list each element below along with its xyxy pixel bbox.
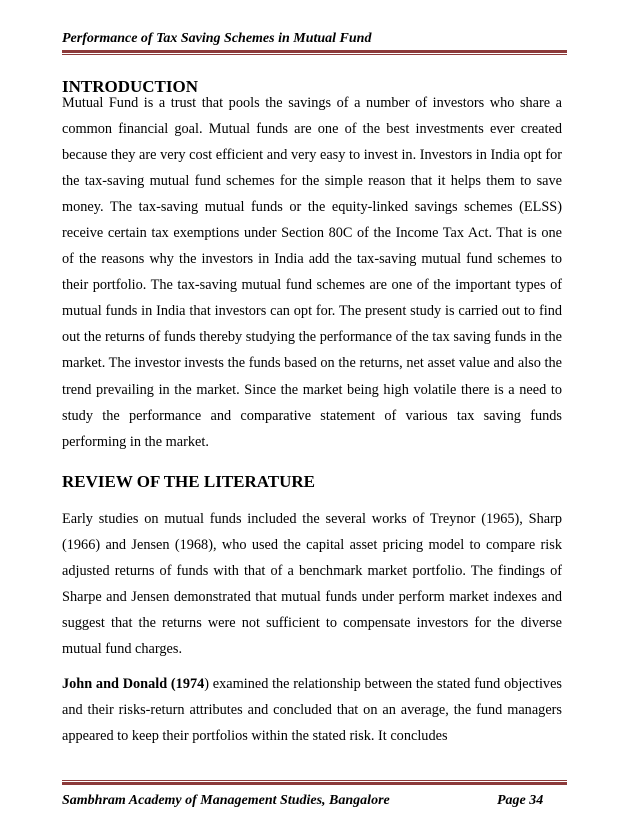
review-paragraph-2-text: ) examined the relationship between the stated fund objectives and their risks-return attributes and concluded that on an average, the fund managers appeared to keep their portfolios within the stated risk. It concludes [62,676,562,745]
introduction-paragraph: Mutual Fund is a trust that pools the savings of a number of investors who share a common financial goal. Mutual funds are one of the best investments ever created because they are very cost efficient and very easy to invest in. Investors in India opt for the tax-saving mutual fund schemes for the simple reason that it helps them to save money. The tax-saving mutual funds or the equity-linked savings schemes (ELSS) receive certain tax exemptions under Section 80C of the Income Tax Act. That is one of the reasons why the investors in India add the tax-saving mutual fund schemes to their portfolio. The tax-saving mutual fund schemes are one of the important types of mutual funds in India that investors can opt for. The present study is carried out to find out the returns of funds thereby studying the performance of the tax saving funds in the market. The investor invests the funds based on the returns, net asset value and also the trend prevailing in the market. Since the market being high volatile there is a need to study the performance and comparative statement of various tax saving funds performing in the market. [62,95,562,450]
review-paragraph-1: Early studies on mutual funds included the several works of Treynor (1965), Sharp (1966) and Jensen (1968), who used the capital asset pricing model to compare risk adjusted returns of funds with that of a benchmark market portfolio. The findings of Sharpe and Jensen demonstrated that mutual funds under perform market indexes and suggest that the returns were not sufficient to compensate investors for the diverse mutual fund charges. [62,511,562,658]
page-number: Page 34 [497,793,544,808]
introduction-heading: INTRODUCTION [62,77,199,96]
header-rule [62,50,567,55]
review-heading: REVIEW OF THE LITERATURE [62,472,316,491]
footer-rule [62,780,567,785]
footer-institution: Sambhram Academy of Management Studies, Bangalore [62,793,390,808]
review-paragraph-2 [62,671,562,749]
citation-authors: John and Donald (1974 [62,676,205,692]
running-header: Performance of Tax Saving Schemes in Mutual Fund [62,31,372,46]
